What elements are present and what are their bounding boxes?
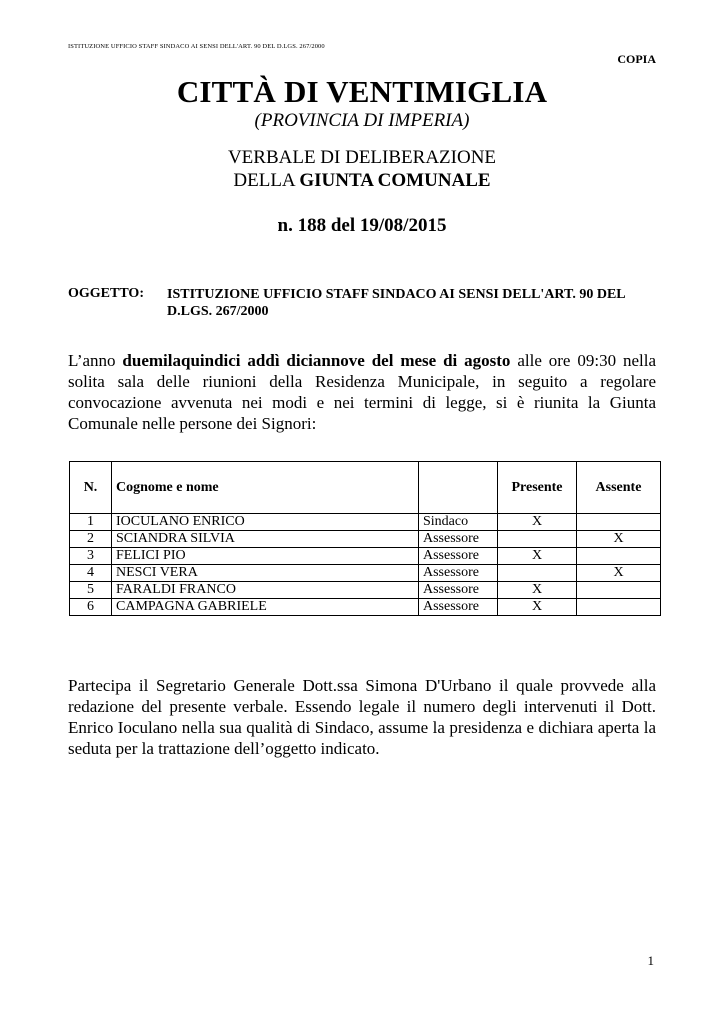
row-present bbox=[498, 565, 577, 582]
verbale-line-2 bbox=[0, 170, 724, 192]
row-name: FELICI PIO bbox=[112, 548, 419, 565]
row-absent: X bbox=[577, 531, 661, 548]
row-number: 6 bbox=[70, 599, 112, 616]
row-number: 1 bbox=[70, 514, 112, 531]
attendance-header-row bbox=[70, 462, 661, 514]
row-present: X bbox=[498, 582, 577, 599]
page-number: 1 bbox=[647, 953, 654, 968]
header-role bbox=[419, 462, 498, 514]
row-role: Assessore bbox=[419, 531, 498, 548]
row-role: Assessore bbox=[419, 565, 498, 582]
table-row bbox=[70, 514, 661, 531]
intro-part2: alle ore 09:30 nella solita sala delle riunioni della Residenza Municipale, in seguito a regolare convocazione avvenuta nei modi e nei termini di legge, si è riunita la Giunta Comunale nelle persone dei Signori: bbox=[68, 351, 656, 433]
province-subtitle: (PROVINCIA DI IMPERIA) bbox=[254, 110, 470, 131]
header-name: Cognome e nome bbox=[112, 462, 419, 514]
row-role: Assessore bbox=[419, 548, 498, 565]
row-number: 3 bbox=[70, 548, 112, 565]
row-absent bbox=[577, 582, 661, 599]
row-role: Assessore bbox=[419, 582, 498, 599]
table-row bbox=[70, 582, 661, 599]
row-absent bbox=[577, 599, 661, 616]
row-name: IOCULANO ENRICO bbox=[112, 514, 419, 531]
giunta-comunale-label: GIUNTA COMUNALE bbox=[299, 170, 491, 191]
row-number: 2 bbox=[70, 531, 112, 548]
row-present bbox=[498, 531, 577, 548]
oggetto-text: ISTITUZIONE UFFICIO STAFF SINDACO AI SENSI DELL'ART. 90 DEL D.LGS. 267/2000 bbox=[167, 287, 625, 319]
row-absent bbox=[577, 514, 661, 531]
row-number: 4 bbox=[70, 565, 112, 582]
city-title: CITTÀ DI VENTIMIGLIA bbox=[176, 74, 548, 109]
closing-paragraph: Partecipa il Segretario Generale Dott.ssa Simona D'Urbano il quale provvede alla redazione del presente verbale. Essendo legale il numero degli intervenuti il Dott. Enrico Ioculano nella sua qualità di Sindaco, assume la presidenza e dichiara aperta la seduta per la trattazione dell’oggetto indicato. bbox=[68, 676, 656, 758]
intro-date-bold: duemilaquindici addì diciannove del mese di agosto bbox=[122, 351, 511, 370]
row-absent bbox=[577, 548, 661, 565]
deliberation-number: n. 188 del 19/08/2015 bbox=[277, 215, 447, 236]
table-row bbox=[70, 565, 661, 582]
oggetto-label: OGGETTO: bbox=[68, 286, 144, 301]
attendance-table bbox=[69, 461, 661, 616]
table-row bbox=[70, 531, 661, 548]
running-header: ISTITUZIONE UFFICIO STAFF SINDACO AI SENSI DELL'ART. 90 DEL D.LGS. 267/2000 bbox=[68, 43, 325, 50]
row-role: Assessore bbox=[419, 599, 498, 616]
table-row bbox=[70, 548, 661, 565]
row-number: 5 bbox=[70, 582, 112, 599]
row-present: X bbox=[498, 514, 577, 531]
row-role: Sindaco bbox=[419, 514, 498, 531]
header-n: N. bbox=[70, 462, 112, 514]
row-name: NESCI VERA bbox=[112, 565, 419, 582]
row-present: X bbox=[498, 548, 577, 565]
row-name: SCIANDRA SILVIA bbox=[112, 531, 419, 548]
header-absent: Assente bbox=[577, 462, 661, 514]
table-row bbox=[70, 599, 661, 616]
header-present: Presente bbox=[498, 462, 577, 514]
intro-paragraph bbox=[68, 350, 656, 434]
row-name: FARALDI FRANCO bbox=[112, 582, 419, 599]
verbale-line-2-prefix: DELLA bbox=[233, 170, 300, 191]
verbale-line-1: VERBALE DI DELIBERAZIONE bbox=[227, 147, 497, 168]
intro-part1: L’anno bbox=[68, 351, 123, 370]
row-absent: X bbox=[577, 565, 661, 582]
row-present: X bbox=[498, 599, 577, 616]
copia-label: COPIA bbox=[617, 52, 656, 66]
row-name: CAMPAGNA GABRIELE bbox=[112, 599, 419, 616]
